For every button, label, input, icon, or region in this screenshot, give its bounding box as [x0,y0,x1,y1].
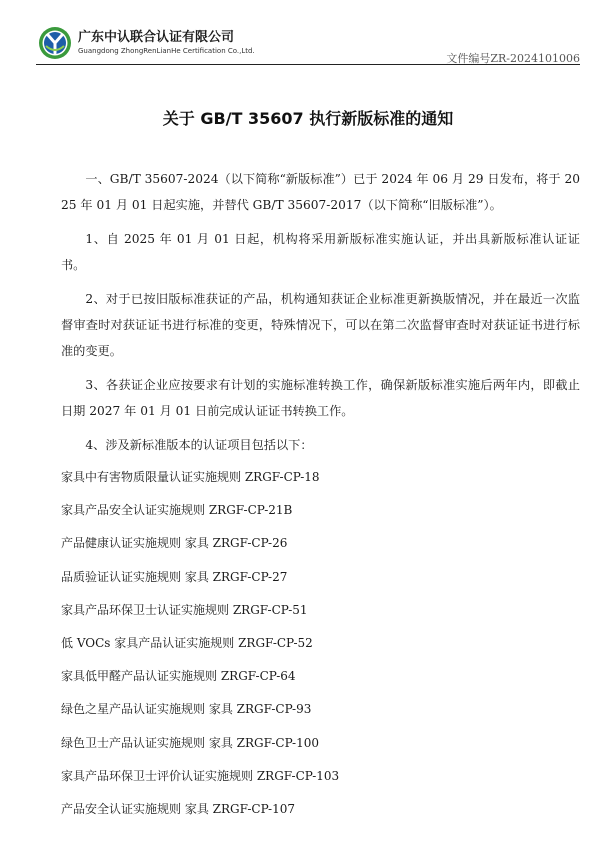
list-item: 家具产品安全认证实施规则 ZRGF-CP-21B [61,503,293,518]
company-name-en: Guangdong ZhongRenLianHe Certification Co.,Ltd. [78,47,255,55]
document-header [0,0,616,70]
list-item: 绿色之星产品认证实施规则 家具 ZRGF-CP-93 [61,702,312,717]
list-item: 产品健康认证实施规则 家具 ZRGF-CP-26 [61,536,288,551]
list-item: 低 VOCs 家具产品认证实施规则 ZRGF-CP-52 [61,635,313,650]
company-logo-icon [38,26,72,60]
company-name-cn: 广东中认联合认证有限公司 [78,30,235,45]
list-item: 绿色卫士产品认证实施规则 家具 ZRGF-CP-100 [61,735,319,750]
header-divider [36,64,580,65]
list-item: 产品安全认证实施规则 家具 ZRGF-CP-107 [61,801,295,816]
document-number: 文件编号ZR-2024101006 [446,52,580,65]
paragraph-1: 1、自 2025 年 01 月 01 日起，机构将采用新版标准实施认证，并出具新版标准认证证书。 [61,232,580,272]
certification-project-list [61,468,580,833]
list-item: 家具低甲醛产品认证实施规则 ZRGF-CP-64 [61,669,296,684]
paragraph-2: 2、对于已按旧版标准获证的产品，机构通知获证企业标准更新换版情况，并在最近一次监督审查时对获证证书进行标准的变更，特殊情况下，可以在第二次监督审查时对获证证书进行标准的变更。 [61,292,580,358]
page-title: 关于 GB/T 35607 执行新版标准的通知 [162,109,454,128]
list-item: 品质验证认证实施规则 家具 ZRGF-CP-27 [61,569,288,584]
paragraph-4: 4、涉及新标准版本的认证项目包括以下： [85,438,313,452]
list-item: 家具产品环保卫士评价认证实施规则 ZRGF-CP-103 [61,768,340,783]
paragraph-3: 3、各获证企业应按要求有计划的实施标准转换工作，确保新版标准实施后两年内，即截止日期 2027 年 01 月 01 日前完成认证证书转换工作。 [61,378,580,418]
paragraph-intro: 一、GB/T 35607-2024（以下简称“新版标准”）已于 2024 年 06 月 29 日发布，将于 2025 年 01 月 01 日起实施，并替代 GB/T 35607-2017（以下简称“旧版标准”）。 [61,172,580,212]
notice-body [61,166,580,833]
list-item: 家具中有害物质限量认证实施规则 ZRGF-CP-18 [61,470,320,484]
list-item: 家具产品环保卫士认证实施规则 ZRGF-CP-51 [61,602,308,617]
